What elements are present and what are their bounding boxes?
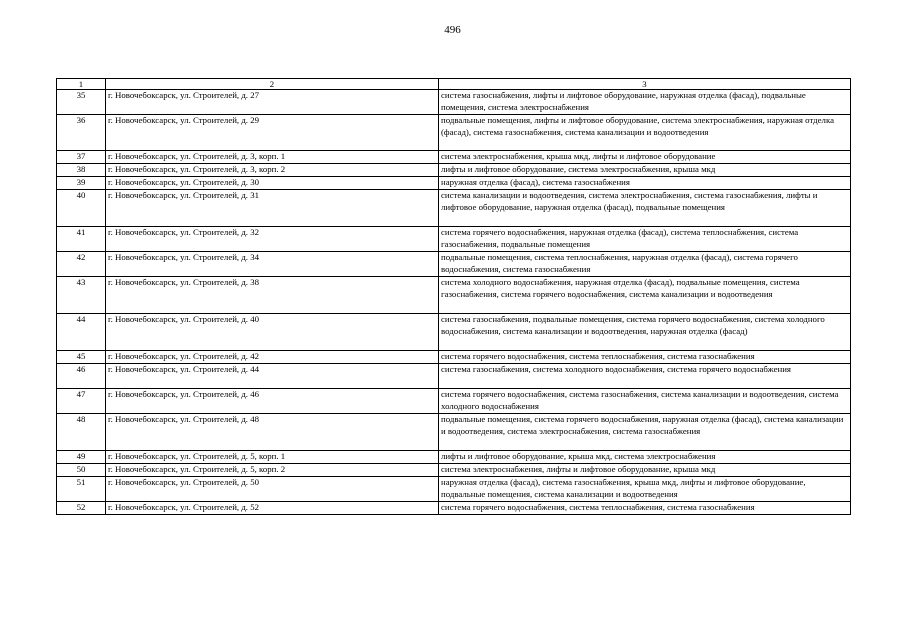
row-number: 36 [57,115,106,151]
row-number: 47 [57,389,106,414]
table-row [57,90,851,115]
row-number: 40 [57,190,106,227]
table-row [57,164,851,177]
row-number: 42 [57,252,106,277]
row-address: г. Новочебоксарск, ул. Строителей, д. 31 [106,190,439,227]
table-header-row [57,79,851,90]
row-works: система газоснабжения, подвальные помещения, система горячего водоснабжения, система холодного водоснабжения, система канализации и водоотведения, наружная отделка (фасад) [439,314,851,351]
table-row [57,252,851,277]
row-number: 45 [57,351,106,364]
row-address: г. Новочебоксарск, ул. Строителей, д. 3, корп. 2 [106,164,439,177]
row-number: 43 [57,277,106,314]
table-row [57,227,851,252]
row-address: г. Новочебоксарск, ул. Строителей, д. 52 [106,502,439,515]
row-address: г. Новочебоксарск, ул. Строителей, д. 40 [106,314,439,351]
repair-schedule-table [56,78,851,515]
row-address: г. Новочебоксарск, ул. Строителей, д. 38 [106,277,439,314]
row-address: г. Новочебоксарск, ул. Строителей, д. 46 [106,389,439,414]
row-works: лифты и лифтовое оборудование, система электроснабжения, крыша мкд [439,164,851,177]
row-works: система горячего водоснабжения, наружная отделка (фасад), система теплоснабжения, система газоснабжения, подвальные помещения [439,227,851,252]
row-number: 44 [57,314,106,351]
row-address: г. Новочебоксарск, ул. Строителей, д. 5, корп. 2 [106,464,439,477]
row-works: система электроснабжения, лифты и лифтовое оборудование, крыша мкд [439,464,851,477]
row-works: система канализации и водоотведения, система электроснабжения, система газоснабжения, лифты и лифтовое оборудование, наружная отделка (фасад), подвальные помещения [439,190,851,227]
row-address: г. Новочебоксарск, ул. Строителей, д. 50 [106,477,439,502]
table-row [57,151,851,164]
table-row [57,477,851,502]
row-address: г. Новочебоксарск, ул. Строителей, д. 3, корп. 1 [106,151,439,164]
table-row [57,177,851,190]
row-works: наружная отделка (фасад), система газоснабжения [439,177,851,190]
row-address: г. Новочебоксарск, ул. Строителей, д. 27 [106,90,439,115]
row-works: лифты и лифтовое оборудование, крыша мкд, система электроснабжения [439,451,851,464]
table-row [57,314,851,351]
row-works: подвальные помещения, система теплоснабжения, наружная отделка (фасад), система горячего водоснабжения, система газоснабжения [439,252,851,277]
page-number: 496 [444,24,461,36]
table-row [57,451,851,464]
row-works: система горячего водоснабжения, система газоснабжения, система канализации и водоотведения, система холодного водоснабжения [439,389,851,414]
row-works: система горячего водоснабжения, система теплоснабжения, система газоснабжения [439,502,851,515]
table-row [57,502,851,515]
row-works: система холодного водоснабжения, наружная отделка (фасад), подвальные помещения, система газоснабжения, система горячего водоснабжения, система канализации и водоотведения [439,277,851,314]
row-works: подвальные помещения, лифты и лифтовое оборудование, система электроснабжения, наружная отделка (фасад), система газоснабжения, система канализации и водоотведения [439,115,851,151]
row-address: г. Новочебоксарск, ул. Строителей, д. 44 [106,364,439,389]
row-number: 50 [57,464,106,477]
table-row [57,389,851,414]
table-row [57,364,851,389]
column-header-address: 2 [106,79,439,90]
row-address: г. Новочебоксарск, ул. Строителей, д. 29 [106,115,439,151]
row-number: 48 [57,414,106,451]
table-row [57,277,851,314]
table-row [57,115,851,151]
row-works: система электроснабжения, крыша мкд, лифты и лифтовое оборудование [439,151,851,164]
row-number: 35 [57,90,106,115]
row-number: 39 [57,177,106,190]
row-address: г. Новочебоксарск, ул. Строителей, д. 42 [106,351,439,364]
column-header-works: 3 [439,79,851,90]
table-row [57,190,851,227]
row-works: система горячего водоснабжения, система теплоснабжения, система газоснабжения [439,351,851,364]
row-address: г. Новочебоксарск, ул. Строителей, д. 32 [106,227,439,252]
row-works: система газоснабжения, лифты и лифтовое оборудование, наружная отделка (фасад), подвальные помещения, система электроснабжения [439,90,851,115]
table-row [57,414,851,451]
row-number: 41 [57,227,106,252]
row-address: г. Новочебоксарск, ул. Строителей, д. 30 [106,177,439,190]
row-number: 37 [57,151,106,164]
row-number: 46 [57,364,106,389]
row-number: 51 [57,477,106,502]
row-number: 52 [57,502,106,515]
table-row [57,464,851,477]
table-row [57,351,851,364]
row-address: г. Новочебоксарск, ул. Строителей, д. 5, корп. 1 [106,451,439,464]
row-works: система газоснабжения, система холодного водоснабжения, система горячего водоснабжения [439,364,851,389]
row-works: подвальные помещения, система горячего водоснабжения, наружная отделка (фасад), система канализации и водоотведения, система электроснабжения, система газоснабжения [439,414,851,451]
row-works: наружная отделка (фасад), система газоснабжения, крыша мкд, лифты и лифтовое оборудование, подвальные помещения, система канализации и водоотведения [439,477,851,502]
row-number: 38 [57,164,106,177]
column-header-number: 1 [57,79,106,90]
row-address: г. Новочебоксарск, ул. Строителей, д. 34 [106,252,439,277]
row-address: г. Новочебоксарск, ул. Строителей, д. 48 [106,414,439,451]
row-number: 49 [57,451,106,464]
